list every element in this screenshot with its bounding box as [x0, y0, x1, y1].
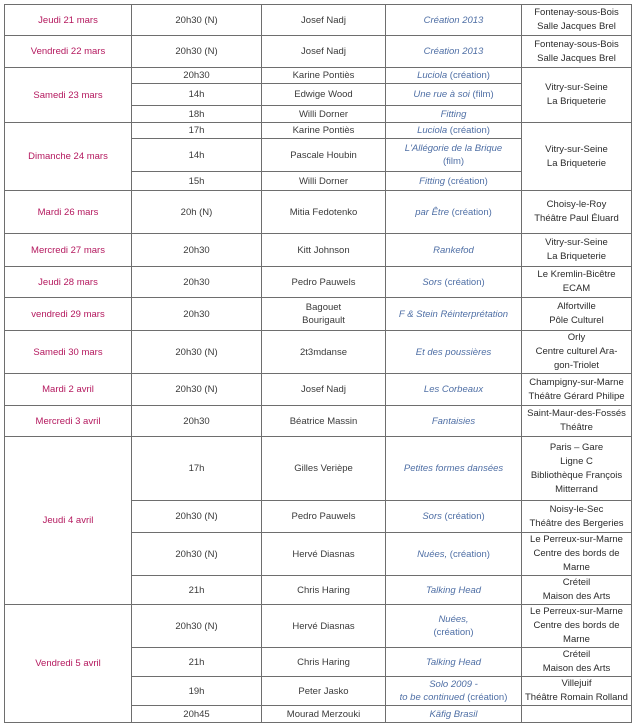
artist-cell: [262, 36, 386, 68]
artist-cell: [262, 234, 386, 267]
time-cell: 20h45: [132, 706, 262, 723]
venue-line: Maison des Arts: [542, 591, 611, 602]
venue-cell: [522, 36, 632, 68]
piece-cell: [386, 234, 522, 267]
date-cell: Mardi 26 mars: [5, 191, 132, 234]
piece-note: (création): [441, 511, 485, 522]
time-cell: 20h30: [132, 267, 262, 298]
artist-cell: [262, 5, 386, 36]
artist-cell: [262, 706, 386, 723]
time-cell: 20h30: [132, 68, 262, 84]
venue-cell: [522, 374, 632, 406]
piece-title: Solo 2009 -: [429, 679, 478, 690]
piece-title: Fitting: [440, 108, 467, 120]
artist-name: Peter Jasko: [298, 685, 349, 697]
piece-line: [388, 656, 519, 669]
venue-line: gon-Triolet: [553, 360, 600, 371]
piece-line: [388, 14, 519, 27]
time-cell: 20h30 (N): [132, 374, 262, 406]
piece-cell: [386, 605, 522, 648]
venue-line: Théâtre Paul Éluard: [534, 213, 619, 224]
artist-name: Willi Dorner: [298, 175, 349, 187]
time-cell: 20h30 (N): [132, 605, 262, 648]
piece-title: Nuées,: [438, 614, 469, 625]
schedule-row: [5, 437, 632, 501]
venue-line: Saint-Maur-des-Fossés: [527, 408, 626, 419]
date-cell: Jeudi 21 mars: [5, 5, 132, 36]
venue-cell: [522, 605, 632, 648]
artist-name: Kitt Johnson: [297, 244, 350, 256]
piece-title: Talking Head: [425, 584, 482, 596]
piece-cell: [386, 267, 522, 298]
artist-cell: [262, 84, 386, 106]
venue-cell: [522, 191, 632, 234]
venue-line: Centre des bords de Marne: [533, 548, 620, 573]
venue-cell: [522, 68, 632, 123]
artist-cell: [262, 677, 386, 706]
artist-name: Hervé Diasnas: [292, 620, 355, 632]
piece-line: [388, 175, 519, 188]
piece-note: (création): [464, 692, 508, 703]
piece-note: (création): [447, 125, 490, 136]
venue-line: Théâtre des Bergeries: [529, 517, 624, 529]
piece-title: F & Stein Réinterprétation: [398, 308, 509, 320]
venue-line: Théâtre: [560, 422, 593, 433]
artist-cell: [262, 374, 386, 406]
artist-name: Hervé Diasnas: [292, 548, 355, 560]
venue-line: Paris – Gare: [549, 441, 604, 453]
piece-cell: [386, 533, 522, 576]
artist-cell: [262, 406, 386, 437]
schedule-row: [5, 605, 632, 648]
artist-cell: [262, 123, 386, 139]
piece-title: Petites formes dansées: [403, 463, 504, 474]
piece-cell: [386, 374, 522, 406]
artist-cell: [262, 648, 386, 677]
piece-cell: [386, 84, 522, 106]
piece-note: (création): [445, 175, 488, 187]
date-cell: Vendredi 22 mars: [5, 36, 132, 68]
piece-cell: [386, 706, 522, 723]
artist-cell: [262, 437, 386, 501]
schedule-row: [5, 406, 632, 437]
piece-cell: [386, 406, 522, 437]
piece-line: [388, 155, 519, 168]
venue-cell: [522, 406, 632, 437]
time-cell: 14h: [132, 84, 262, 106]
time-cell: 20h30: [132, 406, 262, 437]
time-cell: 18h: [132, 106, 262, 123]
artist-cell: [262, 191, 386, 234]
artist-name: Gilles Verièpe: [294, 463, 353, 474]
venue-cell: [522, 298, 632, 331]
piece-line: [388, 206, 519, 219]
piece-title: Création 2013: [423, 14, 484, 26]
piece-title: Fitting: [419, 175, 446, 187]
venue-line: Fontenay-sous-Bois: [534, 38, 619, 50]
piece-note: (création): [441, 276, 485, 288]
piece-cell: [386, 172, 522, 191]
piece-note: (création): [433, 627, 474, 638]
venue-line: Créteil: [562, 577, 591, 588]
piece-line: [388, 691, 519, 704]
venue-line: Choisy-le-Roy: [546, 199, 607, 210]
piece-cell: [386, 123, 522, 139]
venue-line: Orly: [567, 332, 586, 343]
piece-line: [388, 69, 519, 82]
piece-line: [388, 308, 519, 321]
artist-cell: [262, 331, 386, 374]
venue-cell: [522, 648, 632, 677]
piece-line: [388, 708, 519, 721]
artist-name: Pedro Pauwels: [291, 276, 356, 288]
piece-title: Luciola: [417, 125, 448, 136]
piece-title: Rankefod: [433, 244, 474, 256]
venue-line: La Briqueterie: [546, 96, 607, 107]
artist-name: Karine Pontiès: [292, 70, 355, 81]
venue-line: Maison des Arts: [542, 663, 611, 674]
piece-line: [388, 462, 519, 475]
schedule-row: [5, 5, 632, 36]
piece-cell: [386, 191, 522, 234]
piece-note: (création): [447, 70, 490, 81]
piece-title: Création 2013: [423, 46, 484, 57]
schedule-row: [5, 36, 632, 68]
piece-note: (film): [442, 156, 465, 167]
date-cell: vendredi 29 mars: [5, 298, 132, 331]
artist-cell: [262, 576, 386, 605]
venue-line: Salle Jacques Brel: [537, 52, 616, 64]
piece-line: [388, 45, 519, 58]
artist-cell: [262, 533, 386, 576]
time-cell: 20h30 (N): [132, 533, 262, 576]
time-cell: 21h: [132, 648, 262, 677]
piece-title: Käfig Brasil: [429, 708, 478, 720]
schedule-row: [5, 234, 632, 267]
piece-line: [388, 383, 519, 396]
piece-line: [388, 124, 519, 137]
schedule-row: [5, 298, 632, 331]
venue-cell: [522, 501, 632, 533]
piece-cell: [386, 139, 522, 172]
artist-cell: [262, 501, 386, 533]
venue-line: Le Kremlin-Bicêtre: [537, 269, 616, 280]
time-cell: 14h: [132, 139, 262, 172]
venue-line: Pôle Culturel: [549, 315, 604, 326]
schedule-row: [5, 331, 632, 374]
date-cell: Mercredi 27 mars: [5, 234, 132, 267]
piece-cell: [386, 331, 522, 374]
artist-name: Josef Nadj: [301, 46, 346, 57]
date-cell: Mercredi 3 avril: [5, 406, 132, 437]
piece-title: Une rue à soi: [413, 89, 470, 100]
piece-line: [388, 626, 519, 639]
piece-line: [388, 244, 519, 257]
artist-cell: [262, 298, 386, 331]
piece-cell: [386, 68, 522, 84]
venue-line: Le Perreux-sur-Marne: [530, 534, 623, 545]
artist-cell: [262, 605, 386, 648]
schedule-row: [5, 123, 632, 139]
piece-cell: [386, 437, 522, 501]
artist-cell: [262, 172, 386, 191]
artist-name: Pascale Houbin: [290, 149, 357, 161]
venue-line: Le Perreux-sur-Marne: [530, 606, 623, 617]
venue-cell: [522, 123, 632, 191]
artist-name: Béatrice Massin: [289, 415, 358, 427]
piece-title: to be continued: [399, 692, 465, 703]
artist-cell: [262, 267, 386, 298]
venue-cell: [522, 331, 632, 374]
piece-cell: [386, 576, 522, 605]
schedule-row: [5, 191, 632, 234]
date-cell: Vendredi 5 avril: [5, 605, 132, 723]
time-cell: 20h30 (N): [132, 331, 262, 374]
piece-cell: [386, 298, 522, 331]
piece-title: Nuées,: [417, 548, 448, 560]
schedule-row: [5, 267, 632, 298]
venue-line: Vitry-sur-Seine: [545, 237, 608, 248]
piece-cell: [386, 106, 522, 123]
piece-cell: [386, 36, 522, 68]
venue-cell: [522, 234, 632, 267]
piece-line: [388, 276, 519, 289]
piece-line: [388, 108, 519, 121]
venue-cell: [522, 677, 632, 706]
piece-note: (création): [447, 548, 490, 560]
artist-name: Edwige Wood: [294, 89, 353, 100]
venue-line: Théâtre Gérard Philipe: [528, 390, 625, 402]
time-cell: 20h30 (N): [132, 501, 262, 533]
artist-cell: [262, 139, 386, 172]
artist-name: Josef Nadj: [301, 384, 346, 395]
venue-line: Ligne C: [560, 455, 593, 467]
venue-cell: [522, 533, 632, 576]
venue-line: Créteil: [562, 649, 591, 660]
time-cell: 19h: [132, 677, 262, 706]
venue-cell: [522, 5, 632, 36]
venue-line: Villejuif: [561, 678, 592, 689]
schedule-row: [5, 374, 632, 406]
artist-name: Willi Dorner: [298, 108, 349, 120]
artist-name: Bagouet: [305, 302, 342, 313]
piece-note: (création): [449, 206, 492, 218]
date-cell: Jeudi 28 mars: [5, 267, 132, 298]
venue-cell: [522, 706, 632, 723]
piece-line: [388, 415, 519, 428]
artist-name: Bourigault: [302, 315, 345, 326]
piece-title: L'Allégorie de la Brique: [404, 143, 503, 154]
piece-title: Fantaisies: [431, 415, 476, 427]
piece-line: [388, 548, 519, 561]
time-cell: 21h: [132, 576, 262, 605]
date-cell: Jeudi 4 avril: [5, 437, 132, 605]
venue-line: Vitry-sur-Seine: [545, 143, 608, 155]
venue-cell: [522, 437, 632, 501]
piece-cell: [386, 648, 522, 677]
schedule-table: [4, 4, 632, 723]
piece-title: Luciola: [417, 70, 448, 81]
venue-line: Bibliothèque François: [530, 469, 623, 481]
time-cell: 20h30 (N): [132, 5, 262, 36]
artist-name: Karine Pontiès: [292, 125, 355, 136]
piece-note: (film): [469, 89, 494, 100]
venue-line: Vitry-sur-Seine: [545, 82, 608, 93]
piece-title: Sors: [422, 276, 442, 288]
venue-line: Centre des bords de Marne: [533, 620, 620, 645]
venue-line: Mitterrand: [555, 483, 598, 495]
piece-line: [388, 510, 519, 523]
schedule-row: [5, 68, 632, 84]
artist-cell: [262, 68, 386, 84]
piece-line: [388, 142, 519, 155]
venue-line: Fontenay-sous-Bois: [534, 7, 619, 18]
venue-line: Centre culturel Ara-: [535, 346, 618, 357]
piece-line: [388, 584, 519, 597]
piece-cell: [386, 677, 522, 706]
venue-line: Alfortville: [557, 301, 596, 312]
venue-line: Théâtre Romain Rolland: [525, 692, 628, 703]
venue-line: La Briqueterie: [546, 251, 607, 262]
piece-title: Les Corbeaux: [423, 384, 484, 395]
date-cell: Mardi 2 avril: [5, 374, 132, 406]
artist-name: Chris Haring: [297, 656, 350, 668]
venue-line: ECAM: [562, 283, 591, 294]
time-cell: 20h (N): [132, 191, 262, 234]
date-cell: Samedi 30 mars: [5, 331, 132, 374]
venue-cell: [522, 576, 632, 605]
piece-cell: [386, 5, 522, 36]
piece-line: [388, 346, 519, 359]
piece-cell: [386, 501, 522, 533]
piece-title: Et des poussières: [415, 346, 492, 358]
piece-line: [388, 88, 519, 101]
date-cell: Dimanche 24 mars: [5, 123, 132, 191]
piece-line: [388, 613, 519, 626]
piece-title: par Être: [415, 206, 450, 218]
venue-cell: [522, 267, 632, 298]
venue-line: La Briqueterie: [546, 157, 607, 169]
piece-title: Sors: [422, 511, 442, 522]
time-cell: 15h: [132, 172, 262, 191]
artist-name: Pedro Pauwels: [291, 511, 356, 522]
artist-name: Mitia Fedotenko: [289, 206, 358, 218]
artist-name: Chris Haring: [297, 584, 350, 596]
venue-line: Champigny-sur-Marne: [529, 376, 624, 388]
venue-line: Noisy-le-Sec: [549, 503, 604, 515]
venue-line: Salle Jacques Brel: [537, 21, 616, 32]
artist-name: Josef Nadj: [301, 14, 346, 26]
artist-name: Mourad Merzouki: [286, 708, 361, 720]
piece-title: Talking Head: [425, 656, 482, 668]
piece-line: [388, 678, 519, 691]
artist-name: 2t3mdanse: [299, 346, 347, 358]
time-cell: 17h: [132, 123, 262, 139]
date-cell: Samedi 23 mars: [5, 68, 132, 123]
time-cell: 20h30: [132, 234, 262, 267]
time-cell: 20h30: [132, 298, 262, 331]
time-cell: 17h: [132, 437, 262, 501]
artist-cell: [262, 106, 386, 123]
time-cell: 20h30 (N): [132, 36, 262, 68]
